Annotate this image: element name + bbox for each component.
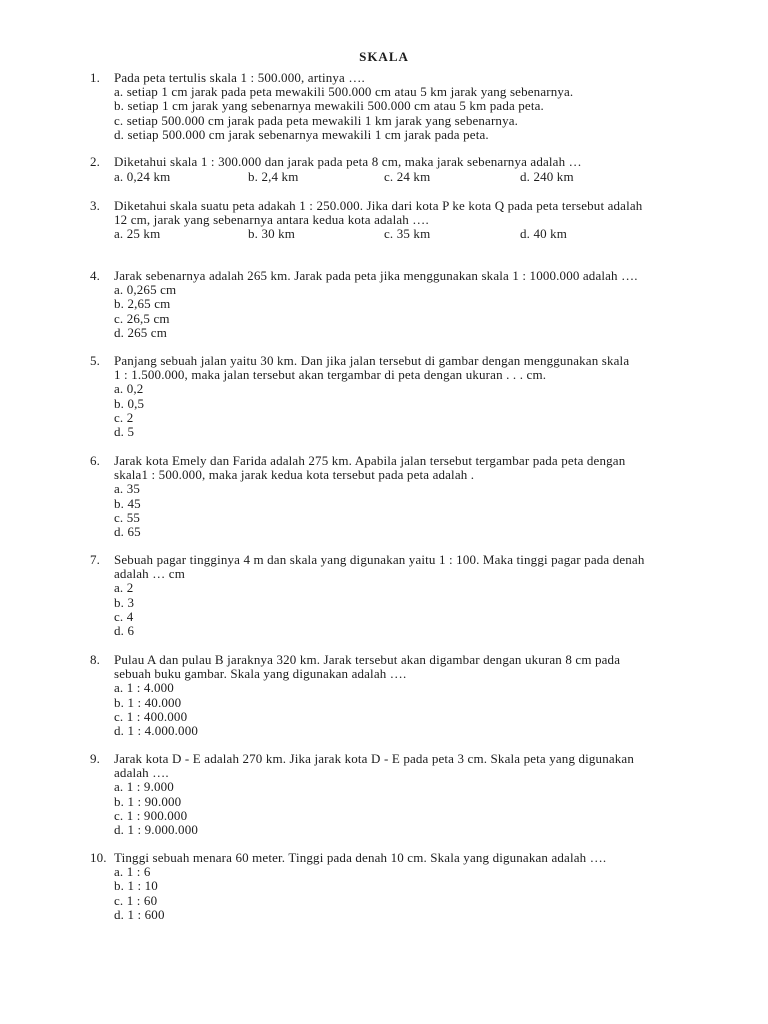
option-d: d. 5 <box>114 423 135 439</box>
option-d: d. 1 : 600 <box>114 906 165 922</box>
question-text: adalah … cm <box>114 566 185 582</box>
option-a: a. 0,265 cm <box>114 282 177 298</box>
question-text: Jarak kota D - E adalah 270 km. Jika jarak kota D - E pada peta 3 cm. Skala peta yang digunakan <box>114 751 634 766</box>
option-a: a. 0,24 km <box>114 168 171 184</box>
question-text: Sebuah pagar tingginya 4 m dan skala yang digunakan yaitu 1 : 100. Maka tinggi pagar pada denah <box>114 552 645 567</box>
option-a: a. 1 : 9.000 <box>114 779 174 795</box>
question-number: 9. <box>90 751 101 766</box>
question-body <box>114 851 730 922</box>
option-c: c. 2 <box>114 409 134 425</box>
option-a: a. setiap 1 cm jarak pada peta mewakili 500.000 cm atau 5 km jarak yang sebenarnya. <box>114 84 574 100</box>
question-body <box>114 653 730 738</box>
option-c: c. 35 km <box>384 226 431 242</box>
question-number: 4. <box>90 268 101 283</box>
question-number: 10. <box>90 850 107 865</box>
option-a: a. 1 : 4.000 <box>114 680 174 696</box>
question-body <box>114 454 730 539</box>
question-number: 7. <box>90 552 101 567</box>
option-d: d. setiap 500.000 cm jarak sebenarnya mewakili 1 cm jarak pada peta. <box>114 126 489 142</box>
question-text: Pada peta tertulis skala 1 : 500.000, artinya …. <box>114 70 365 85</box>
option-b: b. 30 km <box>248 226 296 242</box>
question-text: Diketahui skala suatu peta adakah 1 : 250.000. Jika dari kota P ke kota Q pada peta tersebut adalah <box>114 198 643 213</box>
option-c: c. 4 <box>114 608 134 624</box>
question-text: Jarak kota Emely dan Farida adalah 275 km. Apabila jalan tersebut tergambar pada peta dengan <box>114 453 626 468</box>
option-c: c. 55 <box>114 509 141 525</box>
option-c: c. 26,5 cm <box>114 310 170 326</box>
question-text: Panjang sebuah jalan yaitu 30 km. Dan jika jalan tersebut di gambar dengan menggunakan skala <box>114 353 630 368</box>
option-a: a. 0,2 <box>114 381 144 397</box>
option-d: d. 240 km <box>520 168 574 184</box>
option-b: b. 45 <box>114 495 141 511</box>
question-body <box>114 199 730 242</box>
option-d: d. 1 : 4.000.000 <box>114 722 199 738</box>
question-text: Pulau A dan pulau B jaraknya 320 km. Jarak tersebut akan digambar dengan ukuran 8 cm pada <box>114 652 621 667</box>
option-b: b. 3 <box>114 594 135 610</box>
question-text: Diketahui skala 1 : 300.000 dan jarak pada peta 8 cm, maka jarak sebenarnya adalah … <box>114 154 582 169</box>
option-a: a. 1 : 6 <box>114 864 151 880</box>
question-number: 3. <box>90 198 101 213</box>
question-text: 12 cm, jarak yang sebenarnya antara kedua kota adalah …. <box>114 212 429 228</box>
question-body <box>114 553 730 638</box>
option-a: a. 2 <box>114 580 134 596</box>
question-body <box>114 71 730 142</box>
option-c: c. setiap 500.000 cm jarak pada peta mewakili 1 km jarak yang sebenarnya. <box>114 112 519 128</box>
option-d: d. 6 <box>114 622 135 638</box>
question-text: sebuah buku gambar. Skala yang digunakan adalah …. <box>114 666 407 682</box>
option-c: c. 1 : 60 <box>114 892 158 908</box>
option-d: d. 40 km <box>520 226 568 242</box>
question-text: skala1 : 500.000, maka jarak kedua kota tersebut pada peta adalah . <box>114 467 475 483</box>
option-b: b. 1 : 90.000 <box>114 793 182 809</box>
question-text: Tinggi sebuah menara 60 meter. Tinggi pada denah 10 cm. Skala yang digunakan adalah …. <box>114 850 607 865</box>
option-c: c. 24 km <box>384 168 431 184</box>
option-c: c. 1 : 900.000 <box>114 807 188 823</box>
question-number: 5. <box>90 353 101 368</box>
question-text: Jarak sebenarnya adalah 265 km. Jarak pada peta jika menggunakan skala 1 : 1000.000 adalah …. <box>114 268 638 283</box>
options-row <box>114 227 730 241</box>
option-b: b. 1 : 10 <box>114 878 158 894</box>
option-b: b. setiap 1 cm jarak yang sebenarnya mewakili 500.000 cm atau 5 km pada peta. <box>114 98 544 114</box>
option-b: b. 1 : 40.000 <box>114 694 182 710</box>
question-body <box>114 269 730 340</box>
options-row <box>114 170 730 184</box>
question-number: 2. <box>90 154 101 169</box>
option-b: b. 2,4 km <box>248 168 299 184</box>
option-a: a. 25 km <box>114 226 161 242</box>
option-d: d. 265 cm <box>114 324 167 340</box>
option-a: a. 35 <box>114 481 141 497</box>
question-text: 1 : 1.500.000, maka jalan tersebut akan tergambar di peta dengan ukuran . . . cm. <box>114 367 547 383</box>
question-body <box>114 354 730 439</box>
option-d: d. 65 <box>114 523 141 539</box>
question-body <box>114 752 730 837</box>
option-d: d. 1 : 9.000.000 <box>114 821 199 837</box>
option-c: c. 1 : 400.000 <box>114 708 188 724</box>
page-title: SKALA <box>359 49 409 64</box>
question-number: 6. <box>90 453 101 468</box>
question-number: 8. <box>90 652 101 667</box>
option-b: b. 0,5 <box>114 395 145 411</box>
question-text: adalah …. <box>114 765 169 781</box>
question-body <box>114 155 730 184</box>
question-number: 1. <box>90 70 101 85</box>
option-b: b. 2,65 cm <box>114 296 171 312</box>
